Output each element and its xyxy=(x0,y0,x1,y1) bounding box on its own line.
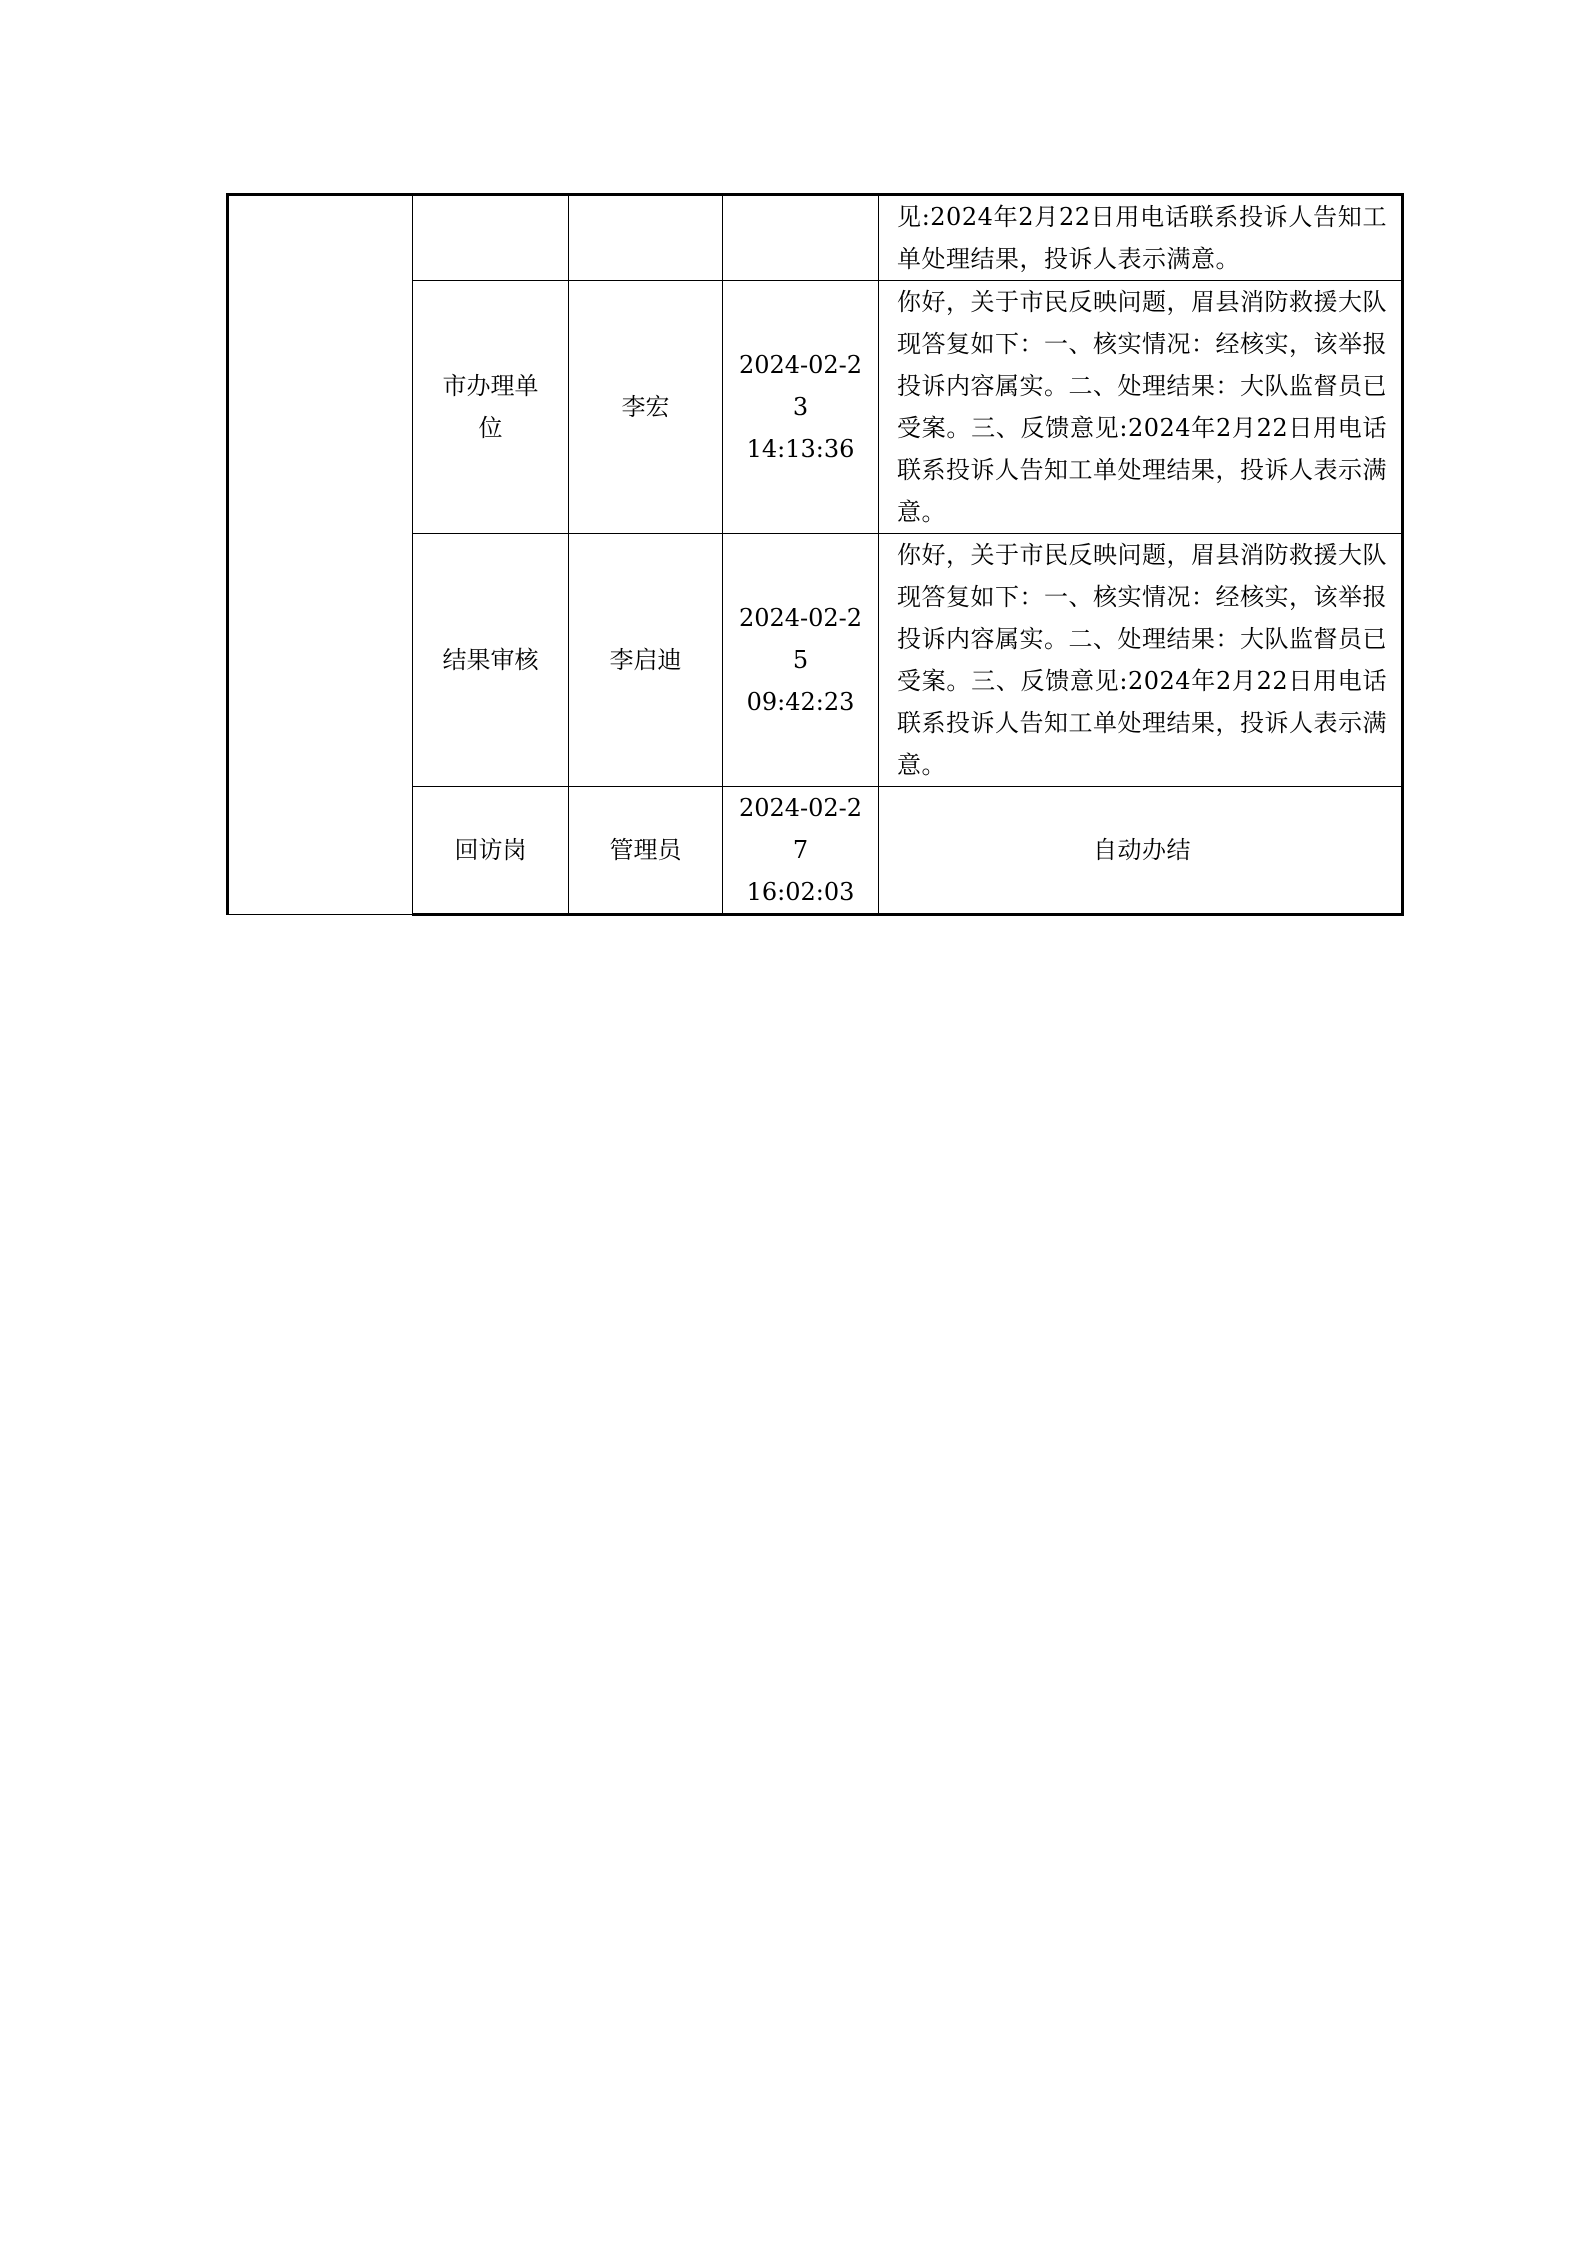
stage-cell xyxy=(413,195,569,281)
opinion-cell: 你好，关于市民反映问题，眉县消防救援大队现答复如下：一、核实情况：经核实，该举报投诉内容属实。二、处理结果：大队监督员已受案。三、反馈意见:2024年2月22日用电话联系投诉人告知工单处理结果，投诉人表示满意。 xyxy=(879,534,1403,787)
time-cell: 2024-02-2 7 16:02:03 xyxy=(723,787,879,915)
process-record-table xyxy=(226,193,1404,916)
table-row xyxy=(228,195,1403,281)
stage-cell: 市办理单位 xyxy=(413,281,569,534)
time-cell xyxy=(723,195,879,281)
person-cell: 管理员 xyxy=(569,787,723,915)
time-cell: 2024-02-2 3 14:13:36 xyxy=(723,281,879,534)
opinion-cell: 自动办结 xyxy=(879,787,1403,915)
stage-cell: 结果审核 xyxy=(413,534,569,787)
merged-left-cell xyxy=(228,195,413,915)
person-cell: 李宏 xyxy=(569,281,723,534)
opinion-cell: 见:2024年2月22日用电话联系投诉人告知工单处理结果，投诉人表示满意。 xyxy=(879,195,1403,281)
opinion-cell: 你好，关于市民反映问题，眉县消防救援大队现答复如下：一、核实情况：经核实，该举报投诉内容属实。二、处理结果：大队监督员已受案。三、反馈意见:2024年2月22日用电话联系投诉人告知工单处理结果，投诉人表示满意。 xyxy=(879,281,1403,534)
person-cell xyxy=(569,195,723,281)
time-cell: 2024-02-2 5 09:42:23 xyxy=(723,534,879,787)
person-cell: 李启迪 xyxy=(569,534,723,787)
stage-cell: 回访岗 xyxy=(413,787,569,915)
